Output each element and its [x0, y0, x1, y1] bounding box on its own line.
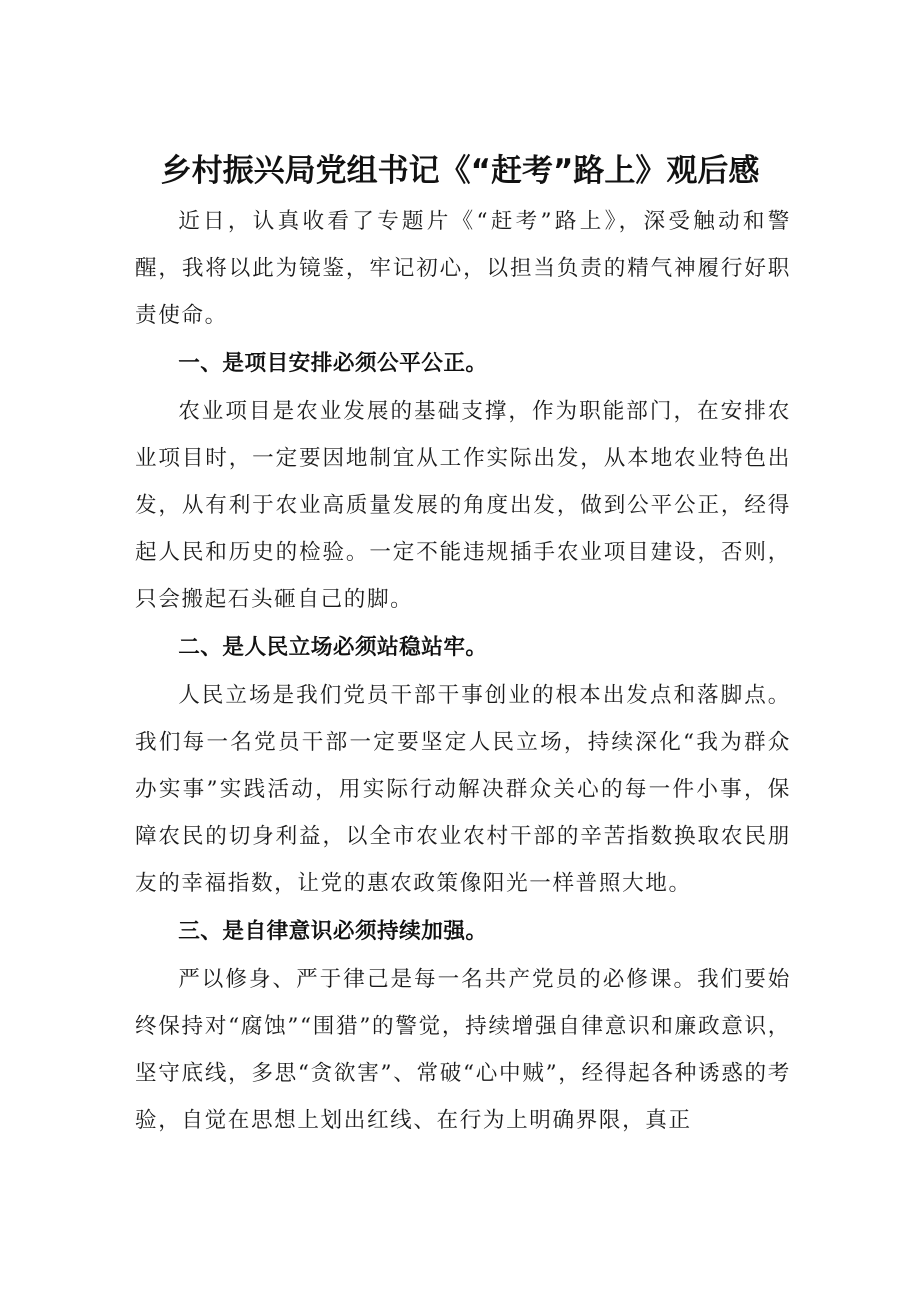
- section-2-heading: 二、是人民立场必须站稳站牢。: [178, 634, 488, 660]
- section-1-heading: 一、是项目安排必须公平公正。: [178, 350, 488, 376]
- section-3-heading: 三、是自律意识必须持续加强。: [178, 918, 488, 944]
- section-2-paragraph: 人民立场是我们党员干部干事创业的根本出发点和落脚点。我们每一名党员干部一定要坚定人民立场，持续深化“我为群众办实事”实践活动，用实际行动解决群众关心的每一件小事，保障农民的切身利益，以全市农业农村干部的辛苦指数换取农民朋友的幸福指数，让党的惠农政策像阳光一样普照大地。: [135, 682, 791, 897]
- section-1-paragraph: 农业项目是农业发展的基础支撑，作为职能部门，在安排农业项目时，一定要因地制宜从工作实际出发，从本地农业特色出发，从有利于农业高质量发展的角度出发，做到公平公正，经得起人民和历史的检验。一定不能违规插手农业项目建设，否则，只会搬起石头砸自己的脚。: [135, 398, 791, 613]
- document-title: 乡村振兴局党组书记《“赶考”路上》观后感: [160, 152, 760, 189]
- section-3-paragraph: 严以修身、严于律己是每一名共产党员的必修课。我们要始终保持对“腐蚀”“围猎”的警觉，持续增强自律意识和廉政意识，坚守底线，多思“贪欲害”、常破“心中贼”，经得起各种诱惑的考验，自觉在思想上划出红线、在行为上明确界限，真正: [135, 966, 791, 1134]
- intro-paragraph: 近日，认真收看了专题片《“赶考”路上》，深受触动和警醒，我将以此为镜鉴，牢记初心，以担当负责的精气神履行好职责使命。: [135, 209, 791, 329]
- document-body: [135, 198, 791, 1144]
